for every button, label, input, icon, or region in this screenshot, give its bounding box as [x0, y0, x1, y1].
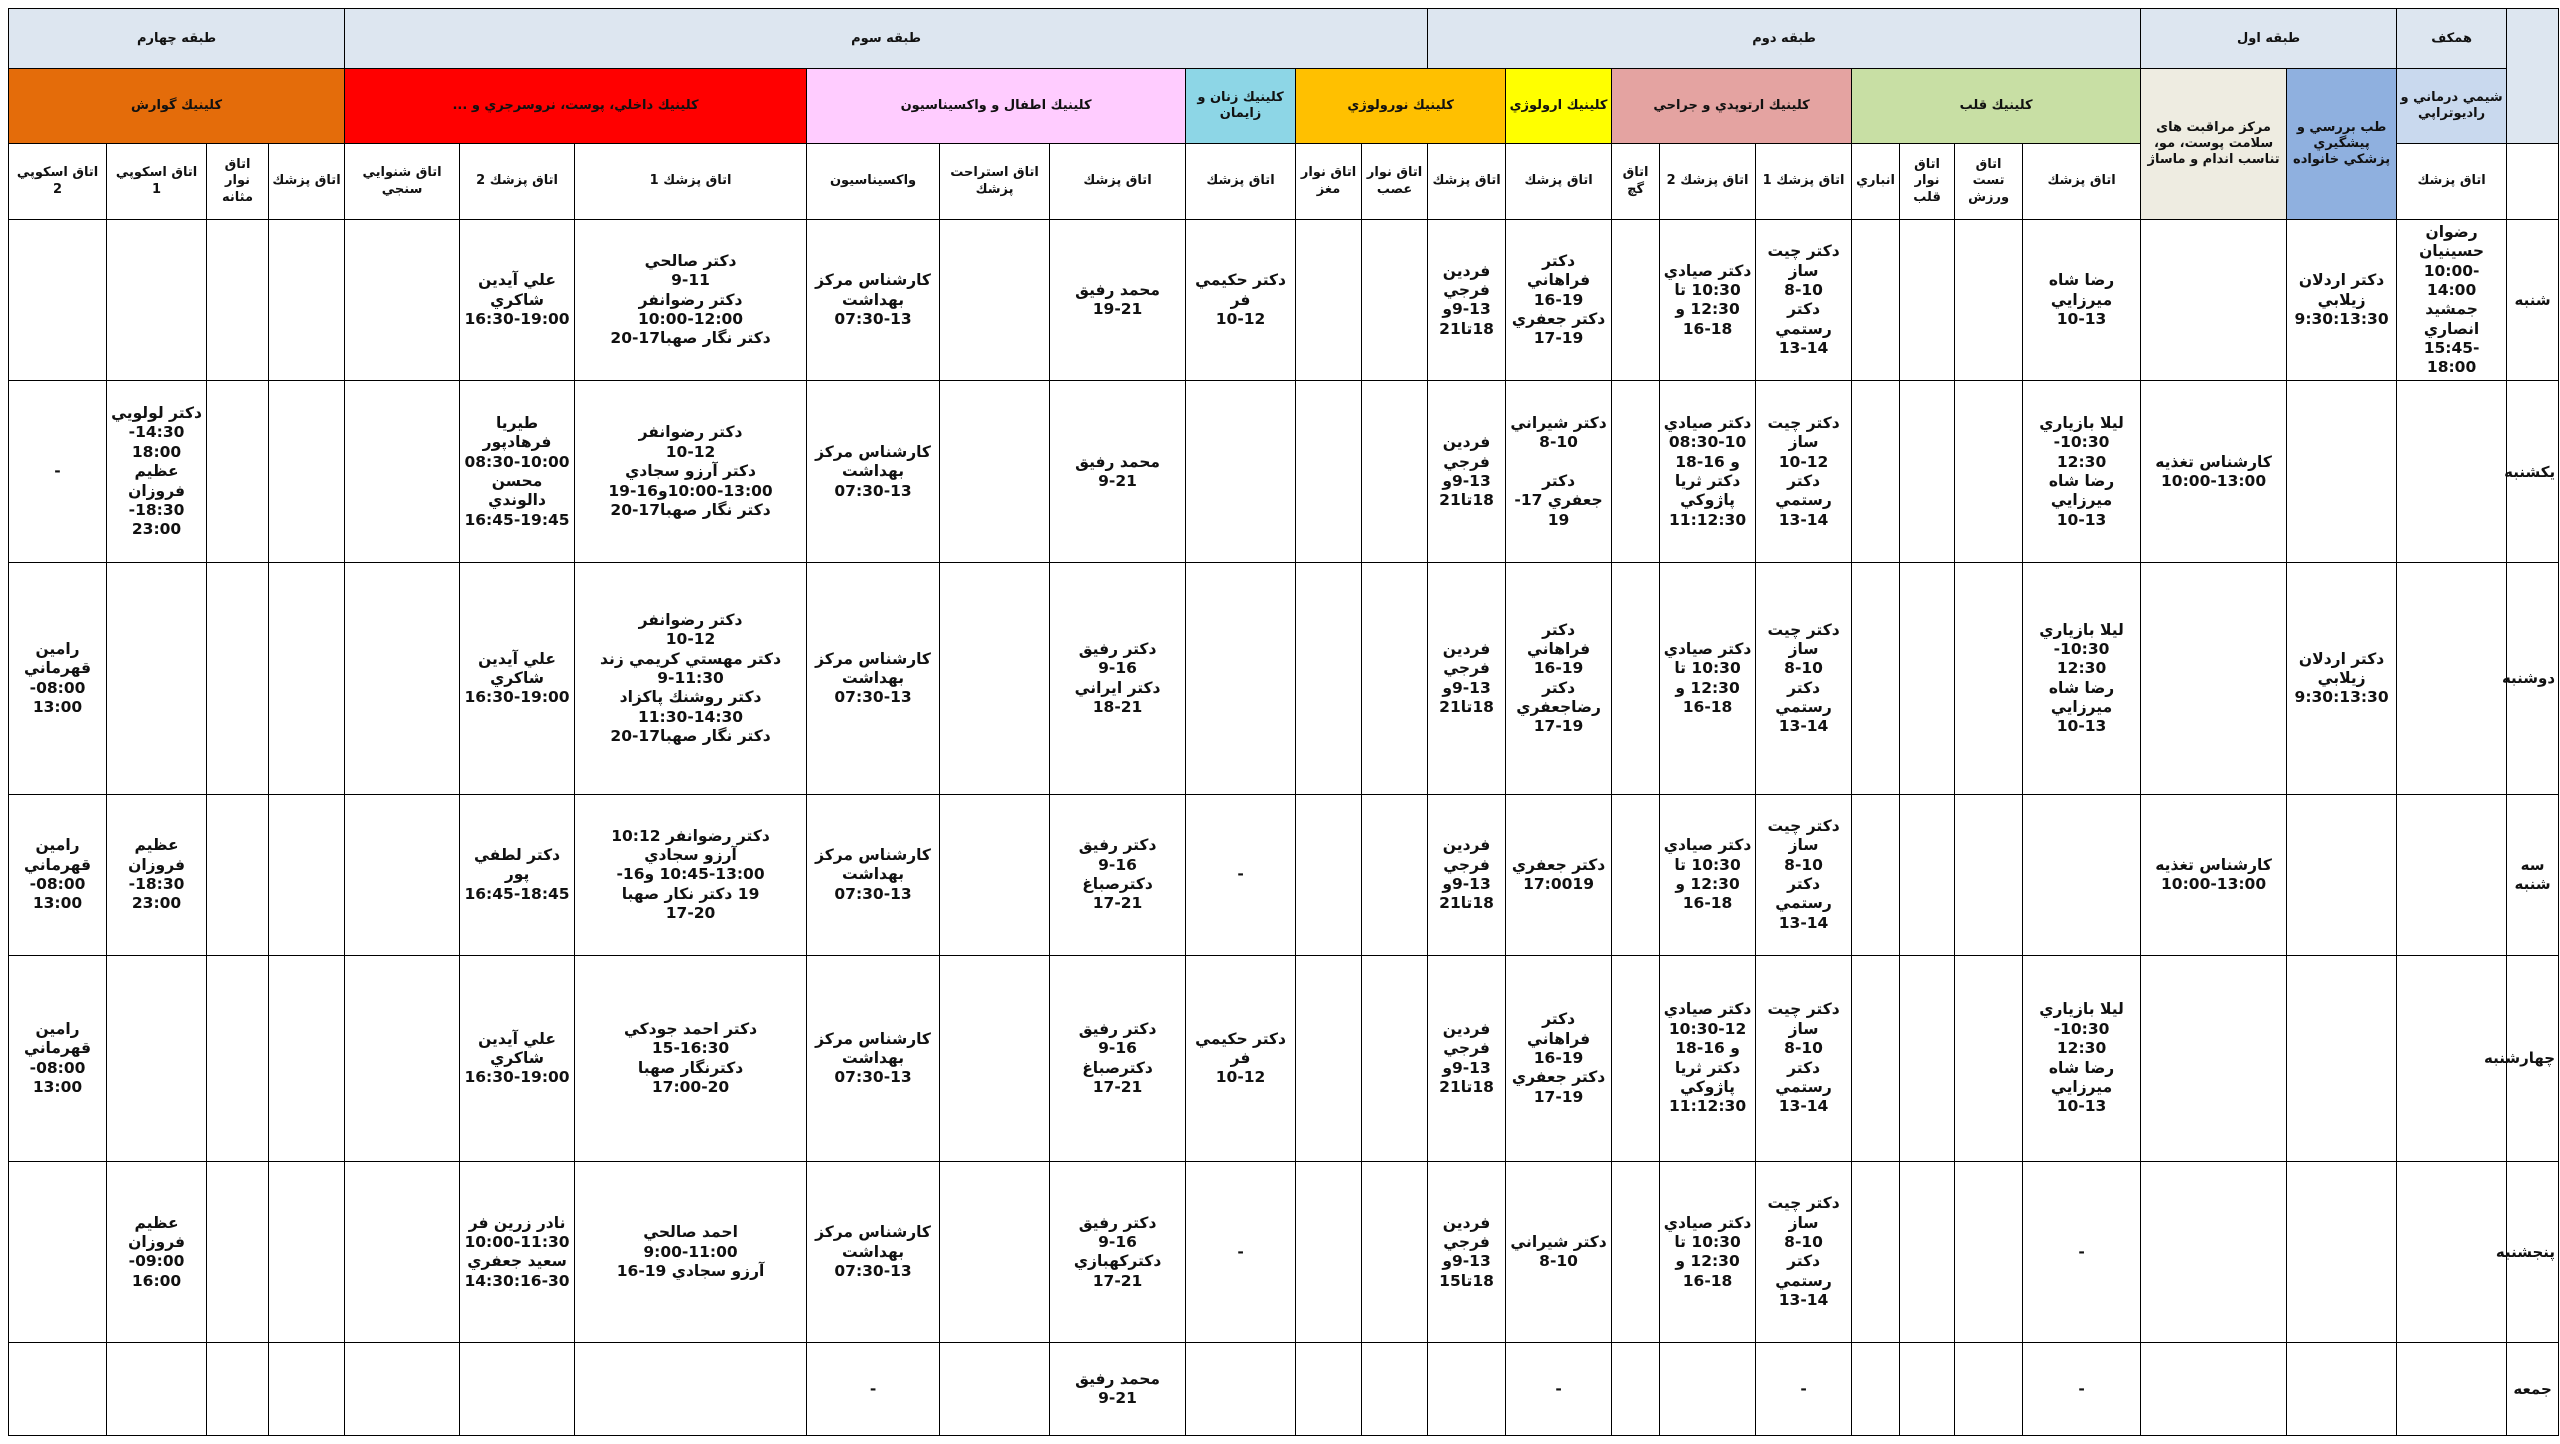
schedule-cell: - [1186, 1162, 1296, 1343]
schedule-cell [9, 220, 107, 381]
schedule-cell [2141, 1162, 2287, 1343]
schedule-cell: دكتر لولويي 14:30- 18:00 عظيم فروزان 18:30- 23:00 [107, 381, 207, 563]
schedule-cell [1296, 1162, 1362, 1343]
schedule-cell: دكتر چيت ساز 8-10 دكتر رستمي 13-14 [1756, 794, 1852, 955]
schedule-cell [1362, 220, 1428, 381]
room-kids-vaccination: واكسيناسيون [807, 143, 940, 220]
day-row [9, 1162, 2559, 1343]
schedule-cell: دكتر صيادي 08:30-10 و 16-18 دكتر ثريا پاژوكي 11:12:30 [1660, 381, 1756, 563]
room-women-doctor: اتاق پزشك [1186, 143, 1296, 220]
day-label: يكشنبه [2507, 381, 2559, 563]
schedule-cell: دكتر چيت ساز 8-10 دكتر رستمي 13-14 [1756, 563, 1852, 794]
schedule-cell [269, 220, 345, 381]
clinic-care: مرکز مراقبت های سلامت پوست، مو، تناسب اندام و ماساژ [2141, 69, 2287, 220]
schedule-cell [1955, 1343, 2023, 1436]
schedule-cell: دكتر احمد جودكي 15-16:30 دكترنگار صهبا 17:00-20 [575, 955, 807, 1161]
schedule-cell: علي آيدين شاكري 16:30-19:00 [460, 955, 575, 1161]
floor-third: طبقه سوم [345, 9, 1428, 69]
room-neuro-nerve: اتاق نوار عصب [1362, 143, 1428, 220]
schedule-cell [1900, 1343, 1955, 1436]
floor-first: طبقه اول [2141, 9, 2397, 69]
schedule-cell: كارشناس تغذيه 10:00-13:00 [2141, 381, 2287, 563]
schedule-cell: دكتر جعفري 17:0019 [1506, 794, 1612, 955]
schedule-cell: علي آيدين شاكري 16:30-19:00 [460, 220, 575, 381]
schedule-cell [345, 220, 460, 381]
schedule-cell: محمد رفيق 9-21 [1050, 1343, 1186, 1436]
room-gastro-bladder: اتاق نوار مثانه [207, 143, 269, 220]
schedule-cell [1362, 955, 1428, 1161]
schedule-cell: - [2023, 1162, 2141, 1343]
schedule-cell: - [9, 381, 107, 563]
blank-day-header [2507, 143, 2559, 220]
room-heart-doctor: اتاق پزشك [2023, 143, 2141, 220]
schedule-cell [269, 381, 345, 563]
schedule-cell [345, 381, 460, 563]
schedule-cell: - [1756, 1343, 1852, 1436]
schedule-cell: دكتر چيت ساز 10-12 دكتر رستمي 13-14 [1756, 381, 1852, 563]
room-kids-rest: اتاق استراحت پزشك [940, 143, 1050, 220]
schedule-cell [940, 563, 1050, 794]
schedule-cell: دكتر صيادي 10:30 تا 12:30 و 16-18 [1660, 563, 1756, 794]
clinic-women: كلينيك زنان و زايمان [1186, 69, 1296, 143]
schedule-cell [269, 955, 345, 1161]
schedule-cell [940, 1162, 1050, 1343]
schedule-cell: دكتر رفيق 9-16 دكترصباغ 17-21 [1050, 955, 1186, 1161]
schedule-cell: عظيم فروزان 09:00- 16:00 [107, 1162, 207, 1343]
schedule-cell [107, 955, 207, 1161]
day-row [9, 563, 2559, 794]
schedule-cell [1362, 563, 1428, 794]
schedule-cell [2287, 381, 2397, 563]
schedule-cell [2141, 1343, 2287, 1436]
schedule-cell: دكتر فراهاني 16-19 دكتر جعفري 17-19 [1506, 955, 1612, 1161]
schedule-cell: دكتر رفيق 9-16 دكتركهبازي 17-21 [1050, 1162, 1186, 1343]
clinic-schedule-table [8, 8, 2559, 1436]
room-kids-doctor: اتاق پزشك [1050, 143, 1186, 220]
schedule-cell: دكتر شيراني 8-10 دكتر جعفري 17-19 [1506, 381, 1612, 563]
schedule-cell [2023, 794, 2141, 955]
schedule-cell: دكتر اردلان زيلابي 9:30:13:30 [2287, 563, 2397, 794]
schedule-cell: دكتر اردلان زيلابي 9:30:13:30 [2287, 220, 2397, 381]
schedule-cell [345, 1162, 460, 1343]
room-ortho-doctor-1: اتاق پزشك 1 [1756, 143, 1852, 220]
room-internal-doctor-1: اتاق پزشك 1 [575, 143, 807, 220]
schedule-cell: طيريا فرهادپور 08:30-10:00 محسن دالوندي 16:45-19:45 [460, 381, 575, 563]
schedule-cell [1186, 563, 1296, 794]
schedule-cell [1852, 220, 1900, 381]
schedule-cell: ليلا بازياري 10:30- 12:30 رضا شاه ميرزايي 10-13 [2023, 563, 2141, 794]
floor-header-row [9, 9, 2559, 69]
schedule-cell [2287, 1162, 2397, 1343]
schedule-cell [1900, 563, 1955, 794]
schedule-cell [269, 1343, 345, 1436]
schedule-cell: كارشناس مركز بهداشت 07:30-13 [807, 794, 940, 955]
schedule-cell: رامين قهرماني 08:00- 13:00 [9, 794, 107, 955]
schedule-cell: دكتر چيت ساز 8-10 دكتر رستمي 13-14 [1756, 955, 1852, 1161]
schedule-cell: ليلا بازياري 10:30- 12:30 رضا شاه ميرزايي 10-13 [2023, 955, 2141, 1161]
schedule-cell: دكتر رضوانفر 10:12 آرزو سجادي 10:45-13:00 و16- 19 دكتر نكار صهبا 17-20 [575, 794, 807, 955]
schedule-cell [269, 563, 345, 794]
schedule-cell: دكتر صيادي 10:30 تا 12:30 و 16-18 [1660, 794, 1756, 955]
clinic-internal: كلينيك داخلي، پوست، نروسرجري و ... [345, 69, 807, 143]
schedule-cell: ليلا بازياري 10:30- 12:30 رضا شاه ميرزايي 10-13 [2023, 381, 2141, 563]
schedule-cell [1428, 1343, 1506, 1436]
schedule-cell [2141, 563, 2287, 794]
schedule-cell [2397, 1343, 2507, 1436]
schedule-cell [207, 1162, 269, 1343]
day-label: شنبه [2507, 220, 2559, 381]
day-label: سه شنبه [2507, 794, 2559, 955]
day-row [9, 1343, 2559, 1436]
schedule-cell [1955, 1162, 2023, 1343]
schedule-cell [2141, 220, 2287, 381]
schedule-cell: رضا شاه ميرزايي 10-13 [2023, 220, 2141, 381]
floor-second: طبقه دوم [1428, 9, 2141, 69]
room-chemo-doctor: اتاق پزشك [2397, 143, 2507, 220]
schedule-cell: احمد صالحي 9:00-11:00 آرزو سجادي 19-16 [575, 1162, 807, 1343]
schedule-cell: فردين فرجي 9-13و 18تا21 [1428, 794, 1506, 955]
schedule-cell: فردين فرجي 9-13و 18تا21 [1428, 220, 1506, 381]
schedule-cell [1660, 1343, 1756, 1436]
schedule-cell [1612, 381, 1660, 563]
schedule-cell [940, 955, 1050, 1161]
schedule-cell [1296, 563, 1362, 794]
schedule-cell [1852, 955, 1900, 1161]
schedule-cell: كارشناس مركز بهداشت 07:30-13 [807, 220, 940, 381]
schedule-cell [1186, 1343, 1296, 1436]
schedule-cell [207, 563, 269, 794]
schedule-cell: نادر زرين فر 10:00-11:30 سعيد جعفري 14:30:16-30 [460, 1162, 575, 1343]
schedule-cell [207, 955, 269, 1161]
schedule-cell: كارشناس مركز بهداشت 07:30-13 [807, 1162, 940, 1343]
day-label: دوشنبه [2507, 563, 2559, 794]
room-gastro-scope-2: اتاق اسكوپي 2 [9, 143, 107, 220]
schedule-cell [575, 1343, 807, 1436]
schedule-cell [345, 1343, 460, 1436]
schedule-cell [345, 794, 460, 955]
schedule-cell [1186, 381, 1296, 563]
schedule-cell [1612, 1343, 1660, 1436]
schedule-cell: دكتر چيت ساز 8-10 دكتر رستمي 13-14 [1756, 1162, 1852, 1343]
schedule-cell [107, 220, 207, 381]
schedule-cell [345, 955, 460, 1161]
schedule-cell [2397, 794, 2507, 955]
schedule-cell: رامين قهرماني 08:00- 13:00 [9, 955, 107, 1161]
schedule-cell: دكتر حكيمي فر 10-12 [1186, 955, 1296, 1161]
schedule-cell [940, 794, 1050, 955]
schedule-cell: دكتر صيادي 10:30 تا 12:30 و 16-18 [1660, 220, 1756, 381]
day-row [9, 220, 2559, 381]
schedule-cell [1852, 1162, 1900, 1343]
schedule-cell: - [2023, 1343, 2141, 1436]
schedule-cell [1362, 1343, 1428, 1436]
schedule-cell [1612, 1162, 1660, 1343]
room-uro-doctor: اتاق پزشك [1506, 143, 1612, 220]
day-label: چهارشنبه [2507, 955, 2559, 1161]
schedule-cell [1362, 381, 1428, 563]
schedule-cell [1955, 381, 2023, 563]
schedule-cell [1362, 1162, 1428, 1343]
schedule-cell [1900, 794, 1955, 955]
schedule-cell [1900, 1162, 1955, 1343]
schedule-cell [1612, 794, 1660, 955]
schedule-cell: دكتر صيادي 10:30-12 و 16-18 دكتر ثريا پاژوكي 11:12:30 [1660, 955, 1756, 1161]
floor-fourth: طبقه چهارم [9, 9, 345, 69]
schedule-cell [1900, 381, 1955, 563]
schedule-cell [2397, 563, 2507, 794]
schedule-cell [2141, 955, 2287, 1161]
schedule-cell: دكتر رضوانفر 10-12 دكتر آرزو سجادي 10:00-13:00و16-19 دكتر نگار صهبا17-20 [575, 381, 807, 563]
schedule-cell: فردين فرجي 9-13و 18تا21 [1428, 955, 1506, 1161]
room-heart-test: اتاق تست ورزش [1955, 143, 2023, 220]
schedule-cell [940, 1343, 1050, 1436]
schedule-cell [269, 794, 345, 955]
day-label: پنجشنبه [2507, 1162, 2559, 1343]
schedule-cell: دكتر رفيق 9-16 دكتر ايراني 18-21 [1050, 563, 1186, 794]
clinic-chemo: شیمي درماني و راديوتراپي [2397, 69, 2507, 143]
schedule-cell [1852, 1343, 1900, 1436]
schedule-cell [1955, 955, 2023, 1161]
schedule-cell: فردين فرجي 9-13و 18تا21 [1428, 563, 1506, 794]
schedule-cell [107, 563, 207, 794]
schedule-cell: رضوان حسينيان 10:00-14:00 جمشيد انصاري 15:45-18:00 [2397, 220, 2507, 381]
schedule-cell [345, 563, 460, 794]
schedule-cell [207, 220, 269, 381]
room-heart-ecg: اتاق نوار قلب [1900, 143, 1955, 220]
schedule-cell: - [1506, 1343, 1612, 1436]
schedule-cell [940, 381, 1050, 563]
schedule-cell [1296, 955, 1362, 1161]
clinic-family: طب بررسي و پيشگيري پزشكي خانواده [2287, 69, 2397, 220]
day-row [9, 381, 2559, 563]
schedule-cell: عظيم فروزان 18:30- 23:00 [107, 794, 207, 955]
schedule-cell: دكتر صيادي 10:30 تا 12:30 و 16-18 [1660, 1162, 1756, 1343]
schedule-cell [1612, 955, 1660, 1161]
schedule-cell [1955, 563, 2023, 794]
clinic-gastro: كلينيك گوارش [9, 69, 345, 143]
schedule-cell [1955, 794, 2023, 955]
schedule-cell [2397, 1162, 2507, 1343]
room-gastro-doctor: اتاق پزشك [269, 143, 345, 220]
day-row [9, 955, 2559, 1161]
schedule-cell [2397, 381, 2507, 563]
schedule-cell: دكتر فراهاني 16-19 دكتر رضاجعفري 17-19 [1506, 563, 1612, 794]
clinic-heart: كلينيك قلب [1852, 69, 2141, 143]
schedule-cell [207, 794, 269, 955]
schedule-cell [1612, 220, 1660, 381]
schedule-cell [1296, 1343, 1362, 1436]
schedule-cell [207, 381, 269, 563]
schedule-cell [1362, 794, 1428, 955]
schedule-cell: دكتر رضوانفر 10-12 دكتر مهستي كريمي زند 9-11:30 دكتر روشنك پاكزاد 11:30-14:30 دكتر نگار صهبا17-20 [575, 563, 807, 794]
schedule-cell [9, 1162, 107, 1343]
room-internal-doctor-2: اتاق پزشك 2 [460, 143, 575, 220]
schedule-cell [1296, 220, 1362, 381]
schedule-cell: دكتر صالحي 9-11 دكتر رضوانفر 10:00-12:00 دكتر نگار صهبا17-20 [575, 220, 807, 381]
schedule-cell: - [1186, 794, 1296, 955]
schedule-cell: دكتر رفيق 9-16 دكترصباغ 17-21 [1050, 794, 1186, 955]
schedule-cell [460, 1343, 575, 1436]
day-label: جمعه [2507, 1343, 2559, 1436]
clinic-ortho: كلينيك ارتوپدي و جراحي [1612, 69, 1852, 143]
floor-hamkaf: همکف [2397, 9, 2507, 69]
schedule-cell [269, 1162, 345, 1343]
room-ortho-cast: اتاق گچ [1612, 143, 1660, 220]
schedule-cell: كارشناس مركز بهداشت 07:30-13 [807, 563, 940, 794]
schedule-cell [207, 1343, 269, 1436]
schedule-cell [1852, 563, 1900, 794]
room-internal-audiometry: اتاق شنوايي سنجي [345, 143, 460, 220]
schedule-cell [107, 1343, 207, 1436]
schedule-cell [1296, 381, 1362, 563]
schedule-cell [1612, 563, 1660, 794]
schedule-cell: محمد رفيق 19-21 [1050, 220, 1186, 381]
schedule-cell: علي آيدين شاكري 16:30-19:00 [460, 563, 575, 794]
schedule-cell: دكتر چيت ساز 8-10 دكتر رستمي 13-14 [1756, 220, 1852, 381]
schedule-cell: دكتر شيراني 8-10 [1506, 1162, 1612, 1343]
schedule-cell: - [807, 1343, 940, 1436]
schedule-cell: دكتر لطفي پور 16:45-18:45 [460, 794, 575, 955]
schedule-cell [1296, 794, 1362, 955]
schedule-cell [1955, 220, 2023, 381]
schedule-cell: دكتر فراهاني 16-19 دكتر جعفري 17-19 [1506, 220, 1612, 381]
clinic-neuro: كلينيك نورولوژي [1296, 69, 1506, 143]
schedule-cell: فردين فرجي 9-13و 18تا15 [1428, 1162, 1506, 1343]
room-neuro-brain: اتاق نوار مغز [1296, 143, 1362, 220]
schedule-cell: كارشناس تغذيه 10:00-13:00 [2141, 794, 2287, 955]
schedule-cell [1852, 381, 1900, 563]
schedule-cell: دكتر حكيمي فر 10-12 [1186, 220, 1296, 381]
schedule-cell [1900, 955, 1955, 1161]
clinic-header-row [9, 69, 2559, 143]
schedule-cell: محمد رفيق 9-21 [1050, 381, 1186, 563]
schedule-cell [2287, 1343, 2397, 1436]
schedule-cell [2287, 955, 2397, 1161]
day-row [9, 794, 2559, 955]
room-ortho-doctor-2: اتاق پزشك 2 [1660, 143, 1756, 220]
room-heart-storage: انباري [1852, 143, 1900, 220]
schedule-cell [9, 1343, 107, 1436]
schedule-cell [940, 220, 1050, 381]
room-neuro-doctor: اتاق پزشك [1428, 143, 1506, 220]
schedule-cell: فردين فرجي 9-13و 18تا21 [1428, 381, 1506, 563]
corner-cell [2507, 9, 2559, 144]
schedule-cell: رامين قهرماني 08:00- 13:00 [9, 563, 107, 794]
schedule-cell: كارشناس مركز بهداشت 07:30-13 [807, 381, 940, 563]
schedule-cell [1852, 794, 1900, 955]
clinic-kids: كلينيك اطفال و واكسيناسيون [807, 69, 1186, 143]
schedule-cell: كارشناس مركز بهداشت 07:30-13 [807, 955, 940, 1161]
room-gastro-scope-1: اتاق اسكوپي 1 [107, 143, 207, 220]
schedule-cell [1900, 220, 1955, 381]
clinic-uro: كلينيك ارولوژي [1506, 69, 1612, 143]
schedule-cell [2287, 794, 2397, 955]
